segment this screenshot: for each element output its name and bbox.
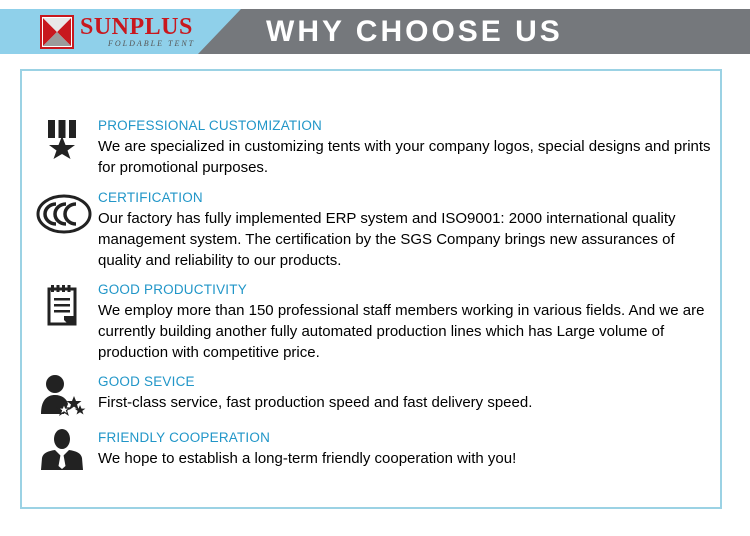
tent-emblem-icon: [40, 15, 74, 49]
brand-name: SUNPLUS: [80, 13, 193, 40]
item-title: GOOD SEVICE: [98, 374, 195, 389]
ccc-certification-icon: [36, 194, 92, 234]
item-title: GOOD PRODUCTIVITY: [98, 282, 247, 297]
medal-star-icon: [46, 118, 78, 160]
list-item-customization: [98, 118, 718, 178]
user-stars-icon: [40, 374, 86, 416]
item-description: We hope to establish a long-term friendly cooperation with you!: [98, 450, 517, 467]
businessman-icon: [40, 428, 84, 470]
list-item-cooperation: [98, 430, 718, 469]
item-description: We are specialized in customizing tents with your company logos, special designs and prints for promotional purposes.: [98, 138, 711, 176]
header-banner: [0, 9, 750, 54]
item-title: CERTIFICATION: [98, 190, 203, 205]
item-description: Our factory has fully implemented ERP system and ISO9001: 2000 international quality management system. The certification by the SGS Company brings new assurances of quality and reliability to our products.: [98, 210, 676, 269]
list-item-certification: [98, 190, 718, 271]
item-title: FRIENDLY COOPERATION: [98, 430, 271, 445]
sunplus-logo: [40, 9, 195, 54]
clipboard-icon: [46, 284, 78, 326]
page-title: WHY CHOOSE US: [266, 15, 563, 48]
item-description: First-class service, fast production speed and fast delivery speed.: [98, 394, 533, 411]
item-title: PROFESSIONAL CUSTOMIZATION: [98, 118, 322, 133]
list-item-productivity: [98, 282, 718, 363]
item-description: We employ more than 150 professional staff members working in various fields. And we are currently building another fully automated production lines which has Large volume of production with competitive price.: [98, 302, 705, 361]
list-item-service: [98, 374, 718, 413]
brand-tagline: FOLDABLE TENT: [108, 38, 196, 48]
